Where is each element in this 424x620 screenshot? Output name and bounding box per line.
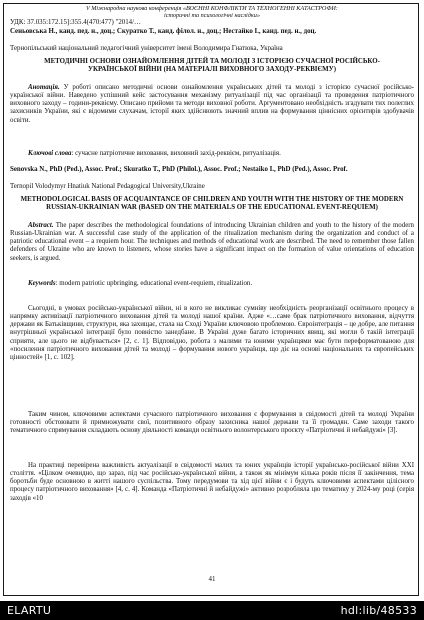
keywords-en — [10, 280, 414, 288]
affiliation-en: Ternopil Volodymyr Hnatiuk National Pedagogical University,Ukraine — [10, 183, 205, 190]
title-en: METHODOLOGICAL BASIS OF ACQUAINTANCE OF CHILDREN AND YOUTH WITH THE HISTORY OF THE MODERN RUSSIAN-UKRAINIAN WAR (BASED ON THE MATERIALS OF THE EDUCATIONAL EVENT-REQUIEM) — [20, 196, 404, 212]
footer-handle-link[interactable]: hdl:lib/48533 — [340, 604, 417, 617]
affiliation-ua: Тернопільський національний педагогічний університет імені Володимира Гнатюка, Україна — [10, 45, 283, 52]
abstract-en-text: The paper describes the methodological foundations of introducing Ukrainian children and youth to the history of the modern Russian-Ukrainian war. A successful case study of the application of the ritualization mechanism during the organization and conduct of a patriotic educational event – a requiem hour. The techniques and methods of educational work are described. The need to remember those fallen defenders of Ukraine who are known to listeners, whose stories have a significant impact on the formation of value orientations of education seekers, is argued. — [10, 222, 414, 262]
authors-en: Senovska N., PhD (Ped.), Assoc. Prof.; Skuratko T., PhD (Philol.), Assoc. Prof.; Nestaiko I., PhD (Ped.), Assoc. Prof. — [10, 166, 348, 173]
udc-code: УДК: 37.035:172.15]:355.4(470:477) "2014/… — [10, 19, 141, 26]
keywords-en-text: : modern patriotic upbringing, educational event-requiem, ritualization. — [55, 280, 253, 287]
title-ua: МЕТОДИЧНІ ОСНОВИ ОЗНАЙОМЛЕННЯ ДІТЕЙ ТА МОЛОДІ З ІСТОРІЄЮ СУЧАСНОЇ РОСІЙСЬКО-УКРАЇНСЬКОЇ ВІЙНИ (НА МАТЕРІАЛІ ВИХОВНОГО ЗАХОДУ-РЕКВІЄМУ) — [44, 58, 380, 74]
abstract-ua-label: Анотація. — [28, 84, 60, 91]
footer-bar — [0, 601, 424, 620]
abstract-en — [10, 222, 414, 263]
authors-ua: Сеньовська Н., канд. пед. н., доц.; Скуратко Т., канд. філол. н., доц.; Нестайко І., канд. пед. н., доц. — [10, 28, 317, 35]
conference-header — [10, 5, 414, 19]
abstract-ua-text: У роботі описано методичні основи ознайомлення українських дітей та молоді з історією сучасної російсько-української війни. Наведено успішний кейс застосування механізму ритуалізації під час організації та проведення патріотичного виховного заходу – години-реквієму. Описано прийоми та методи виховної роботи. Аргументовано необхідність згадувати тих полеглих захисників України, які є відомими слухачам, історії яких здійснюють значний вплив на формування ціннісних орієнтирів здобувачів освіти. — [10, 84, 414, 124]
keywords-ua-label: Ключові слова — [28, 150, 72, 157]
body-paragraph-3: На практиці перевірена важливість актуалізації в свідомості малих та юних українців історії українсько-російської війни XXI століття. «Цілком очевидно, що зараз, під час російсько-української війни, а також як мінімум кілька років після її закінчення, тема боротьби буде основною в житті нашого суспільства. Тому передумови та хід цієї війни є і будуть ключовими аспектами цілісного процесу патріотичного виховання» [4, с. 4]. Команда «Патріотичні й небайдужі» активно розробляла цю тематику у 2024-му році (серія заходів «10 — [10, 462, 414, 502]
page-number: 41 — [208, 575, 216, 583]
footer-left-label: ELARTU — [7, 604, 52, 617]
body-paragraph-2: Таким чином, ключовими аспектами сучасного патріотичного виховання є формування в свідомості дітей та молоді України готовності обстоювати й примножувати свої, позитивного образу захисника нашої держави та її громадян. Саме заходи такого тематичного спрямування складають основу діяльності команди освітнього волонтерського проєкту «Патріотичні й небайдужі» [3]. — [10, 411, 414, 435]
conference-header-line1: V Міжнародна наукова конференція «ВОЄННІ КОНФЛІКТИ ТА ТЕХНОГЕННІ КАТАСТРОФИ: — [86, 5, 338, 12]
keywords-ua-text: : сучасне патріотичне виховання, виховний захід-реквієм, ритуалізація. — [71, 150, 281, 157]
keywords-en-label: Keywords — [28, 280, 56, 287]
abstract-ua — [10, 84, 414, 125]
abstract-en-label: Abstract. — [28, 222, 54, 229]
keywords-ua — [10, 150, 414, 158]
conference-header-line2: історичні та психологічні наслідки» — [164, 12, 260, 19]
body-paragraph-1: Сьогодні, в умовах російсько-української війни, ні в кого не викликає сумніву необхідність реорганізації освітнього процесу в напрямку активізації патріотичного виховання дітей та молоді нашої країни. Адже «…саме брак патріотичного виховання, відчуття держави як Батьківщини, структури, яка захищає, стала на Сході України ключовою проблемою. Євроінтеграція – це добре, але питання внутрішньої української інтеграції було повністю занедбане. В Україні дуже багато історичних явищ, які могли б такій інтеграції сприяти, але цього не відбувається» [2, с. 1]. Відповідно, робота з малими та юними українцями має бути переформатованою для «посилення патріотичного виховання дітей та молоді – формування нового українця, що діє на основі національних та європейських цінностей» [1, с. 102]. — [10, 305, 414, 361]
